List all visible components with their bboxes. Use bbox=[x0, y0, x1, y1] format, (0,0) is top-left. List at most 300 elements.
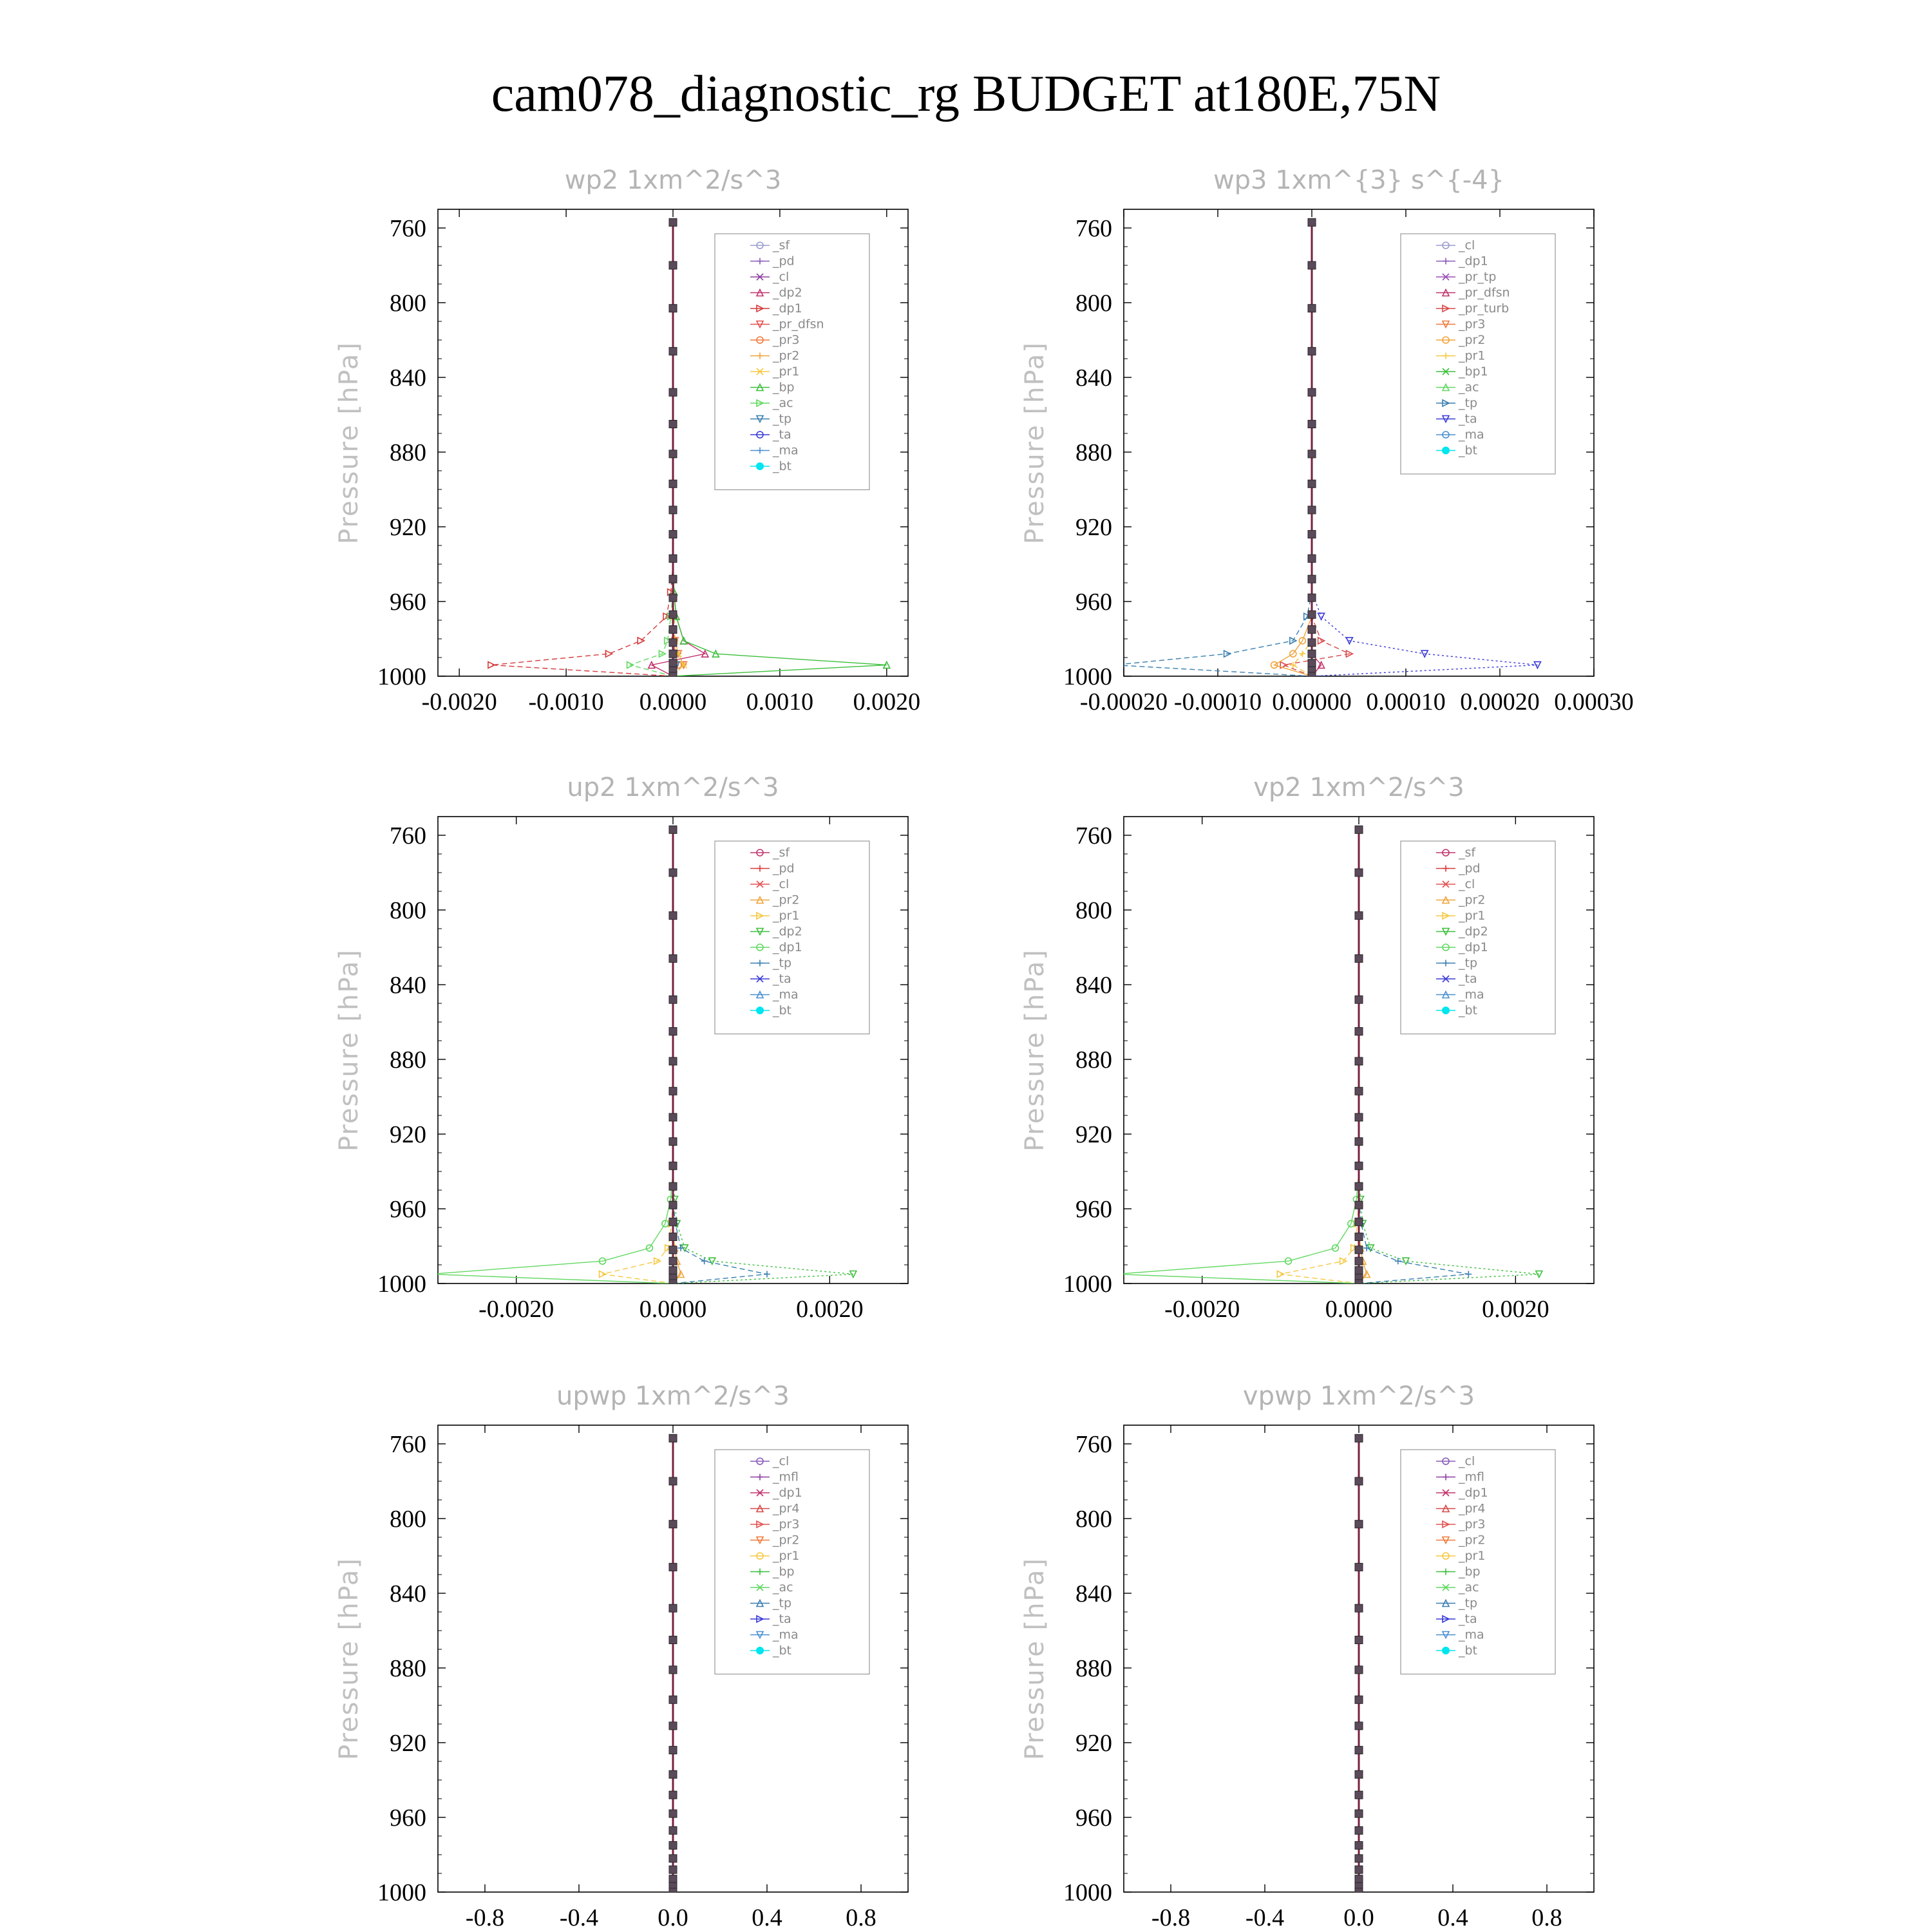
stacked-marker bbox=[669, 954, 677, 962]
x-tick-label: 0.0000 bbox=[1325, 1296, 1393, 1323]
stacked-marker bbox=[1355, 1722, 1363, 1730]
stacked-marker bbox=[1355, 1113, 1363, 1121]
stacked-marker bbox=[669, 594, 677, 601]
y-tick-label: 960 bbox=[1075, 589, 1112, 616]
stacked-marker bbox=[669, 996, 677, 1003]
y-tick-label: 800 bbox=[390, 897, 426, 924]
legend-label: _pr_tp bbox=[1459, 270, 1497, 284]
stacked-marker bbox=[1355, 1246, 1363, 1254]
stacked-marker bbox=[1355, 1267, 1363, 1274]
legend-label: _pr2 bbox=[773, 1533, 800, 1548]
y-axis-label: Pressure [hPa] bbox=[334, 949, 364, 1151]
stacked-marker bbox=[669, 1826, 677, 1834]
legend-label: _dp2 bbox=[773, 924, 802, 939]
legend-label: _dp1 bbox=[1459, 940, 1488, 954]
legend-label: _bp bbox=[773, 1564, 795, 1579]
stacked-marker bbox=[669, 826, 677, 833]
x-tick-label: -0.4 bbox=[1245, 1904, 1285, 1931]
legend-label: _sf bbox=[1459, 846, 1476, 860]
series-line bbox=[673, 222, 684, 676]
y-tick-label: 880 bbox=[390, 439, 426, 466]
legend-label: _pd bbox=[773, 254, 795, 269]
x-tick-label: -0.00020 bbox=[1079, 688, 1168, 715]
stacked-marker bbox=[669, 1246, 677, 1254]
stacked-marker bbox=[1355, 1791, 1363, 1799]
stacked-marker bbox=[669, 1113, 677, 1121]
stacked-marker bbox=[669, 1233, 677, 1241]
stacked-marker bbox=[669, 650, 677, 658]
stacked-marker bbox=[1308, 639, 1316, 647]
stacked-marker bbox=[669, 1267, 677, 1274]
chart-title: vp2 1xm^2/s^3 bbox=[1253, 773, 1464, 802]
stacked-marker bbox=[1355, 1563, 1363, 1571]
chart-title: upwp 1xm^2/s^3 bbox=[556, 1381, 790, 1411]
stacked-marker bbox=[1308, 261, 1316, 269]
stacked-marker bbox=[669, 347, 677, 355]
stacked-marker bbox=[1308, 388, 1316, 396]
legend-label: _pr2 bbox=[1459, 1533, 1486, 1548]
stacked-marker bbox=[669, 1477, 677, 1485]
legend-label: _pr3 bbox=[773, 333, 800, 347]
legend-label: _tp bbox=[1459, 1596, 1478, 1611]
y-tick-label: 880 bbox=[390, 1046, 426, 1074]
stacked-marker bbox=[1308, 626, 1316, 634]
stacked-marker bbox=[669, 1636, 677, 1644]
stacked-marker bbox=[1308, 594, 1316, 601]
stacked-marker bbox=[669, 506, 677, 514]
stacked-marker bbox=[1308, 506, 1316, 514]
x-tick-label: -0.0010 bbox=[528, 688, 604, 715]
x-tick-label: 0.0020 bbox=[796, 1296, 864, 1323]
stacked-marker bbox=[669, 1810, 677, 1817]
stacked-marker bbox=[1355, 1842, 1363, 1850]
legend-label: _ac bbox=[1459, 1580, 1479, 1595]
legend-label: _dp1 bbox=[773, 301, 802, 316]
stacked-marker bbox=[1355, 1604, 1363, 1612]
legend-label: _cl bbox=[773, 270, 790, 284]
legend-label: _bt bbox=[1459, 1003, 1478, 1018]
legend-label: _mfl bbox=[773, 1470, 799, 1484]
legend-label: _dp2 bbox=[773, 285, 802, 300]
y-tick-label: 840 bbox=[390, 972, 426, 999]
stacked-marker bbox=[1355, 1182, 1363, 1190]
series-group bbox=[1355, 1434, 1363, 1896]
stacked-marker bbox=[1355, 1770, 1363, 1778]
stacked-marker bbox=[669, 672, 677, 680]
stacked-marker bbox=[1308, 450, 1316, 458]
x-tick-label: 0.0 bbox=[1343, 1904, 1374, 1931]
stacked-marker bbox=[669, 1257, 677, 1265]
series-group bbox=[669, 1434, 677, 1896]
legend-label: _cl bbox=[1459, 877, 1475, 891]
legend-label: _bp bbox=[1459, 1564, 1481, 1579]
legend-label: _ma bbox=[1459, 987, 1484, 1002]
x-tick-label: 0.00000 bbox=[1272, 688, 1352, 715]
legend-label: _cl bbox=[1459, 1454, 1475, 1468]
legend-label: _ma bbox=[1459, 1627, 1484, 1642]
stacked-marker bbox=[1355, 1280, 1363, 1287]
x-tick-label: -0.8 bbox=[1151, 1904, 1191, 1931]
legend-label: _dp2 bbox=[1459, 924, 1488, 939]
stacked-marker bbox=[669, 388, 677, 396]
legend-label: _bp bbox=[773, 380, 795, 395]
x-tick-label: -0.8 bbox=[465, 1904, 505, 1931]
legend-label: _pr3 bbox=[1459, 1517, 1486, 1531]
y-tick-label: 880 bbox=[1075, 1046, 1112, 1074]
stacked-marker bbox=[669, 1604, 677, 1612]
legend-label: _pr_turb bbox=[1459, 301, 1510, 316]
chart-panel bbox=[334, 1381, 908, 1931]
series-line bbox=[1280, 829, 1359, 1283]
y-axis-label: Pressure [hPa] bbox=[334, 1557, 364, 1760]
chart-title: up2 1xm^2/s^3 bbox=[567, 773, 779, 802]
series-line bbox=[1312, 222, 1321, 676]
stacked-marker bbox=[669, 1028, 677, 1036]
y-tick-label: 960 bbox=[390, 589, 426, 616]
x-tick-label: -0.4 bbox=[559, 1904, 599, 1931]
legend-label: _tp bbox=[773, 1596, 792, 1611]
stacked-marker bbox=[669, 639, 677, 647]
x-tick-label: 0.8 bbox=[846, 1904, 876, 1931]
series-line bbox=[1283, 222, 1349, 676]
stacked-marker bbox=[1355, 1666, 1363, 1674]
data-point bbox=[764, 1271, 770, 1278]
series-line bbox=[491, 222, 673, 676]
data-point bbox=[488, 662, 495, 668]
legend-label: _cl bbox=[773, 877, 790, 891]
legend-marker bbox=[756, 1647, 764, 1654]
stacked-marker bbox=[1355, 1138, 1363, 1146]
legend-label: _pr3 bbox=[773, 1517, 800, 1531]
legend-marker bbox=[756, 1007, 764, 1014]
stacked-marker bbox=[1355, 1257, 1363, 1265]
stacked-marker bbox=[669, 659, 677, 667]
stacked-marker bbox=[1355, 1434, 1363, 1442]
y-tick-label: 760 bbox=[1075, 215, 1112, 242]
chart-panel bbox=[334, 773, 908, 1323]
stacked-marker bbox=[1355, 1866, 1363, 1873]
legend-label: _sf bbox=[773, 238, 790, 252]
stacked-marker bbox=[1308, 421, 1316, 428]
stacked-marker bbox=[1308, 650, 1316, 658]
legend-label: _ta bbox=[1459, 412, 1477, 426]
series-line bbox=[673, 222, 684, 676]
series-line bbox=[652, 222, 705, 676]
y-tick-label: 760 bbox=[1075, 822, 1112, 849]
stacked-marker bbox=[1355, 1875, 1363, 1883]
legend-label: _cl bbox=[773, 1454, 790, 1468]
legend-label: _bt bbox=[773, 459, 792, 473]
stacked-marker bbox=[669, 531, 677, 538]
stacked-marker bbox=[1308, 531, 1316, 538]
series-line bbox=[673, 222, 684, 676]
legend-label: _sf bbox=[773, 846, 790, 860]
stacked-marker bbox=[669, 626, 677, 634]
stacked-marker bbox=[669, 421, 677, 428]
stacked-marker bbox=[669, 480, 677, 488]
x-tick-label: 0.00010 bbox=[1366, 688, 1446, 715]
stacked-marker bbox=[1355, 1855, 1363, 1862]
stacked-marker bbox=[669, 1280, 677, 1287]
legend-label: _tp bbox=[773, 412, 792, 426]
y-tick-label: 920 bbox=[1075, 1121, 1112, 1148]
x-tick-label: -0.0020 bbox=[478, 1296, 554, 1323]
y-tick-label: 920 bbox=[390, 1730, 426, 1757]
legend-label: _pr2 bbox=[773, 348, 800, 363]
legend-label: _ta bbox=[773, 972, 791, 986]
stacked-marker bbox=[669, 1791, 677, 1799]
data-point bbox=[1465, 1271, 1472, 1278]
stacked-marker bbox=[1355, 1888, 1363, 1896]
stacked-marker bbox=[669, 1770, 677, 1778]
y-tick-label: 920 bbox=[390, 514, 426, 541]
stacked-marker bbox=[669, 1434, 677, 1442]
legend-label: _bt bbox=[1459, 443, 1478, 458]
stacked-marker bbox=[1355, 869, 1363, 876]
stacked-marker bbox=[1308, 659, 1316, 667]
stacked-marker bbox=[669, 1888, 677, 1896]
stacked-marker bbox=[669, 1855, 677, 1862]
legend-label: _pr2 bbox=[1459, 893, 1486, 907]
stacked-marker bbox=[669, 1722, 677, 1730]
legend-label: _pr2 bbox=[1459, 333, 1486, 347]
data-point bbox=[701, 1258, 708, 1264]
stacked-marker bbox=[669, 1842, 677, 1850]
stacked-marker bbox=[1308, 347, 1316, 355]
y-tick-label: 800 bbox=[1075, 897, 1112, 924]
stacked-marker bbox=[669, 261, 677, 269]
legend-label: _bt bbox=[773, 1003, 792, 1018]
stacked-marker bbox=[669, 1218, 677, 1226]
data-point bbox=[1299, 650, 1305, 657]
chart-panel bbox=[334, 166, 920, 715]
stacked-marker bbox=[1355, 954, 1363, 962]
y-tick-label: 840 bbox=[1075, 972, 1112, 999]
y-axis-label: Pressure [hPa] bbox=[1020, 1557, 1050, 1760]
x-tick-label: -0.0020 bbox=[1164, 1296, 1240, 1323]
stacked-marker bbox=[669, 450, 677, 458]
legend-label: _ac bbox=[773, 1580, 793, 1595]
legend-label: _ma bbox=[773, 443, 799, 458]
legend-label: _ma bbox=[773, 1627, 799, 1642]
legend-label: _ta bbox=[1459, 1612, 1477, 1626]
stacked-marker bbox=[669, 554, 677, 562]
y-tick-label: 1000 bbox=[377, 1879, 426, 1906]
legend-label: _mfl bbox=[1459, 1470, 1484, 1484]
chart-panel bbox=[1020, 1381, 1594, 1931]
legend-label: _pr3 bbox=[1459, 317, 1486, 332]
legend-label: _pr4 bbox=[1459, 1501, 1486, 1516]
stacked-marker bbox=[1355, 996, 1363, 1003]
chart-title: wp2 1xm^2/s^3 bbox=[564, 166, 782, 195]
y-tick-label: 880 bbox=[390, 1655, 426, 1682]
stacked-marker bbox=[1355, 1218, 1363, 1226]
stacked-marker bbox=[1355, 826, 1363, 833]
legend-label: _bt bbox=[1459, 1643, 1478, 1658]
x-tick-label: 0.0000 bbox=[639, 1296, 707, 1323]
x-tick-label: 0.8 bbox=[1531, 1904, 1562, 1931]
stacked-marker bbox=[1355, 1747, 1363, 1754]
stacked-marker bbox=[669, 1087, 677, 1095]
series-line bbox=[630, 222, 673, 676]
chart-title: vpwp 1xm^2/s^3 bbox=[1242, 1381, 1475, 1411]
stacked-marker bbox=[669, 305, 677, 312]
legend-label: _cl bbox=[1459, 238, 1475, 252]
y-tick-label: 880 bbox=[1075, 1655, 1112, 1682]
legend-label: _pr1 bbox=[1459, 348, 1486, 363]
y-tick-label: 760 bbox=[1075, 1431, 1112, 1458]
stacked-marker bbox=[1355, 1028, 1363, 1036]
legend-label: _pr_dfsn bbox=[1459, 285, 1510, 300]
legend-label: _pr1 bbox=[1459, 909, 1486, 923]
x-tick-label: 0.00020 bbox=[1460, 688, 1540, 715]
series-line bbox=[1274, 222, 1312, 676]
stacked-marker bbox=[669, 912, 677, 920]
stacked-marker bbox=[1355, 1696, 1363, 1703]
x-tick-label: 0.00030 bbox=[1554, 688, 1634, 715]
y-tick-label: 840 bbox=[390, 1580, 426, 1607]
stacked-marker bbox=[669, 1162, 677, 1170]
y-tick-label: 760 bbox=[390, 1431, 426, 1458]
stacked-marker bbox=[669, 1182, 677, 1190]
x-tick-label: 0.0 bbox=[658, 1904, 688, 1931]
legend-label: _pr1 bbox=[773, 365, 800, 379]
panels bbox=[334, 166, 1634, 1931]
y-tick-label: 840 bbox=[1075, 1580, 1112, 1607]
legend-label: _dp1 bbox=[1459, 254, 1488, 269]
stacked-marker bbox=[669, 611, 677, 618]
data-point bbox=[1113, 1271, 1119, 1278]
legend-label: _pr_dfsn bbox=[773, 317, 824, 332]
stacked-marker bbox=[1308, 480, 1316, 488]
y-tick-label: 1000 bbox=[1063, 1271, 1112, 1298]
x-tick-label: 0.4 bbox=[752, 1904, 782, 1931]
data-point bbox=[1318, 613, 1325, 620]
legend-label: _ta bbox=[773, 428, 791, 442]
series-line bbox=[1114, 222, 1312, 676]
chart-panel bbox=[1020, 166, 1634, 715]
legend-label: _pd bbox=[773, 861, 795, 876]
y-axis-label: Pressure [hPa] bbox=[1020, 341, 1050, 544]
legend-marker bbox=[1442, 1007, 1450, 1014]
y-tick-label: 960 bbox=[390, 1196, 426, 1223]
y-tick-label: 800 bbox=[1075, 290, 1112, 317]
stacked-marker bbox=[1308, 218, 1316, 226]
stacked-marker bbox=[1355, 1233, 1363, 1241]
stacked-marker bbox=[1308, 672, 1316, 680]
stacked-marker bbox=[1308, 611, 1316, 618]
y-tick-label: 800 bbox=[390, 1506, 426, 1533]
legend-label: _dp1 bbox=[773, 940, 802, 954]
legend-label: _bp1 bbox=[1459, 365, 1488, 379]
legend-label: _ta bbox=[773, 1612, 791, 1626]
stacked-marker bbox=[1308, 305, 1316, 312]
stacked-marker bbox=[669, 1138, 677, 1146]
legend-label: _pr1 bbox=[773, 1549, 800, 1563]
x-tick-label: 0.0000 bbox=[639, 688, 707, 715]
y-tick-label: 960 bbox=[1075, 1196, 1112, 1223]
stacked-marker bbox=[1355, 1520, 1363, 1528]
legend-label: _pr1 bbox=[1459, 1549, 1486, 1563]
x-tick-label: -0.00010 bbox=[1173, 688, 1262, 715]
stacked-marker bbox=[1308, 575, 1316, 583]
y-tick-label: 920 bbox=[1075, 514, 1112, 541]
stacked-marker bbox=[1355, 1057, 1363, 1065]
stacked-marker bbox=[1355, 1162, 1363, 1170]
y-tick-label: 800 bbox=[1075, 1506, 1112, 1533]
legend-marker bbox=[756, 462, 764, 470]
legend-label: _tp bbox=[1459, 396, 1478, 410]
series-line bbox=[1116, 829, 1359, 1283]
legend-label: _tp bbox=[1459, 956, 1478, 971]
series-line bbox=[1359, 829, 1367, 1283]
legend-label: _ta bbox=[1459, 972, 1477, 986]
legend-label: _bt bbox=[773, 1643, 792, 1658]
stacked-marker bbox=[669, 1696, 677, 1703]
x-tick-label: -0.0020 bbox=[421, 688, 497, 715]
data-point bbox=[677, 1245, 684, 1251]
x-tick-label: 0.0020 bbox=[853, 688, 921, 715]
data-point bbox=[709, 1258, 715, 1264]
legend-label: _pr2 bbox=[773, 893, 800, 907]
legend-label: _dp1 bbox=[773, 1486, 802, 1500]
stacked-marker bbox=[669, 1875, 677, 1883]
y-tick-label: 800 bbox=[390, 290, 426, 317]
legend-label: _dp1 bbox=[1459, 1486, 1488, 1500]
stacked-marker bbox=[1355, 1477, 1363, 1485]
y-tick-label: 760 bbox=[390, 822, 426, 849]
legend-label: _pr4 bbox=[773, 1501, 800, 1516]
data-point bbox=[427, 1271, 433, 1278]
stacked-marker bbox=[669, 1520, 677, 1528]
x-tick-label: 0.0010 bbox=[746, 688, 814, 715]
y-tick-label: 1000 bbox=[377, 663, 426, 690]
series-line bbox=[430, 829, 673, 1283]
legend-label: _pr1 bbox=[773, 909, 800, 923]
y-tick-label: 1000 bbox=[377, 1271, 426, 1298]
figure-title: cam078_diagnostic_rg BUDGET at180E,75N bbox=[491, 66, 1441, 122]
stacked-marker bbox=[1355, 1201, 1363, 1209]
y-tick-label: 920 bbox=[1075, 1730, 1112, 1757]
chart-panel bbox=[1020, 773, 1594, 1323]
legend-marker bbox=[1442, 447, 1450, 455]
stacked-marker bbox=[1355, 1087, 1363, 1095]
y-tick-label: 840 bbox=[1075, 365, 1112, 392]
stacked-marker bbox=[669, 1057, 677, 1065]
y-tick-label: 1000 bbox=[1063, 1879, 1112, 1906]
stacked-marker bbox=[669, 1563, 677, 1571]
legend-label: _tp bbox=[773, 956, 792, 971]
legend-label: _ma bbox=[773, 987, 799, 1002]
stacked-marker bbox=[1355, 1636, 1363, 1644]
y-tick-label: 840 bbox=[390, 365, 426, 392]
y-axis-label: Pressure [hPa] bbox=[334, 341, 364, 544]
legend-marker bbox=[1442, 1647, 1450, 1654]
data-point bbox=[1363, 1245, 1370, 1251]
stacked-marker bbox=[1308, 554, 1316, 562]
legend-label: _ac bbox=[1459, 380, 1479, 395]
y-tick-label: 760 bbox=[390, 215, 426, 242]
series-line bbox=[603, 829, 674, 1283]
stacked-marker bbox=[669, 575, 677, 583]
x-tick-label: 0.4 bbox=[1437, 1904, 1468, 1931]
legend-label: _ma bbox=[1459, 428, 1484, 442]
y-tick-label: 920 bbox=[390, 1121, 426, 1148]
stacked-marker bbox=[669, 869, 677, 876]
chart-title: wp3 1xm^{3} s^{-4} bbox=[1213, 166, 1505, 195]
stacked-marker bbox=[1355, 1826, 1363, 1834]
stacked-marker bbox=[669, 1866, 677, 1873]
